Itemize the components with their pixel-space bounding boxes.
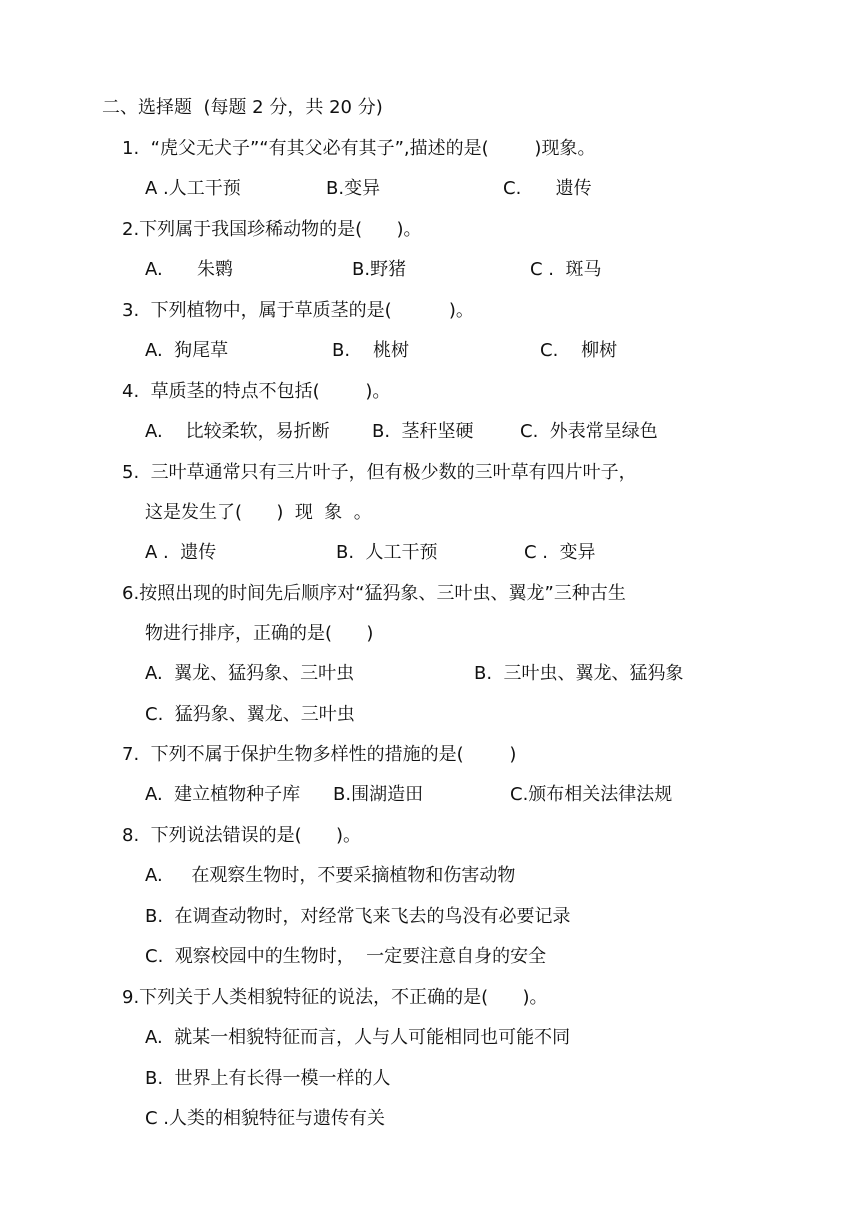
question-2-option-b: B.野猪 bbox=[352, 259, 407, 280]
question-3-option-a: A. 狗尾草 bbox=[145, 340, 229, 361]
question-1-option-a: A .人工干预 bbox=[145, 178, 241, 199]
question-1-stem: 1. “虎父无犬子”“有其父必有其子”,描述的是( )现象。 bbox=[122, 138, 596, 159]
question-7-option-c: C.颁布相关法律法规 bbox=[510, 784, 673, 805]
question-4-option-b: B. 茎秆坚硬 bbox=[372, 421, 474, 442]
question-6-option-c: C. 猛犸象、翼龙、三叶虫 bbox=[145, 704, 355, 725]
question-4-option-a: A. 比较柔软，易折断 bbox=[145, 421, 330, 442]
question-6-stem-line-1: 6.按照出现的时间先后顺序对“猛犸象、三叶虫、翼龙”三种古生 bbox=[122, 583, 626, 604]
question-2-stem: 2.下列属于我国珍稀动物的是( )。 bbox=[122, 219, 422, 240]
question-6-stem-line-2: 物进行排序，正确的是( ) bbox=[145, 623, 374, 644]
question-6-option-b: B. 三叶虫、翼龙、猛犸象 bbox=[474, 663, 684, 684]
question-7-stem: 7. 下列不属于保护生物多样性的措施的是( ) bbox=[122, 744, 517, 765]
question-5-option-a: A . 遗传 bbox=[145, 542, 217, 563]
question-4-stem: 4. 草质茎的特点不包括( )。 bbox=[122, 381, 391, 402]
question-5-stem-line-2: 这是发生了( ) 现 象 。 bbox=[145, 502, 372, 523]
question-7-option-a: A. 建立植物种子库 bbox=[145, 784, 301, 805]
question-3-option-b: B. 桃树 bbox=[332, 340, 409, 361]
question-6-option-a: A. 翼龙、猛犸象、三叶虫 bbox=[145, 663, 355, 684]
question-9-option-c: C .人类的相貌特征与遗传有关 bbox=[145, 1108, 386, 1129]
question-5-stem-line-1: 5. 三叶草通常只有三片叶子，但有极少数的三叶草有四片叶子， bbox=[122, 462, 637, 483]
question-9-stem: 9.下列关于人类相貌特征的说法，不正确的是( )。 bbox=[122, 987, 548, 1008]
section-title: 二、选择题 (每题 2 分，共 20 分) bbox=[102, 97, 383, 118]
question-3-option-c: C. 柳树 bbox=[540, 340, 618, 361]
question-8-option-b: B. 在调查动物时，对经常飞来飞去的鸟没有必要记录 bbox=[145, 906, 571, 927]
question-8-option-c: C. 观察校园中的生物时， 一定要注意自身的安全 bbox=[145, 946, 547, 967]
question-8-stem: 8. 下列说法错误的是( )。 bbox=[122, 825, 361, 846]
question-1-option-b: B.变异 bbox=[326, 178, 381, 199]
question-9-option-b: B. 世界上有长得一模一样的人 bbox=[145, 1068, 391, 1089]
question-4-option-c: C. 外表常呈绿色 bbox=[520, 421, 658, 442]
question-2-option-c: C . 斑马 bbox=[530, 259, 602, 280]
question-3-stem: 3. 下列植物中，属于草质茎的是( )。 bbox=[122, 300, 474, 321]
question-2-option-a: A. 朱鹮 bbox=[145, 259, 234, 280]
question-5-option-c: C . 变异 bbox=[524, 542, 596, 563]
question-9-option-a: A. 就某一相貌特征而言，人与人可能相同也可能不同 bbox=[145, 1027, 571, 1048]
question-5-option-b: B. 人工干预 bbox=[336, 542, 438, 563]
question-1-option-c: C. 遗传 bbox=[503, 178, 592, 199]
question-7-option-b: B.围湖造田 bbox=[333, 784, 424, 805]
question-8-option-a: A. 在观察生物时，不要采摘植物和伤害动物 bbox=[145, 865, 516, 886]
